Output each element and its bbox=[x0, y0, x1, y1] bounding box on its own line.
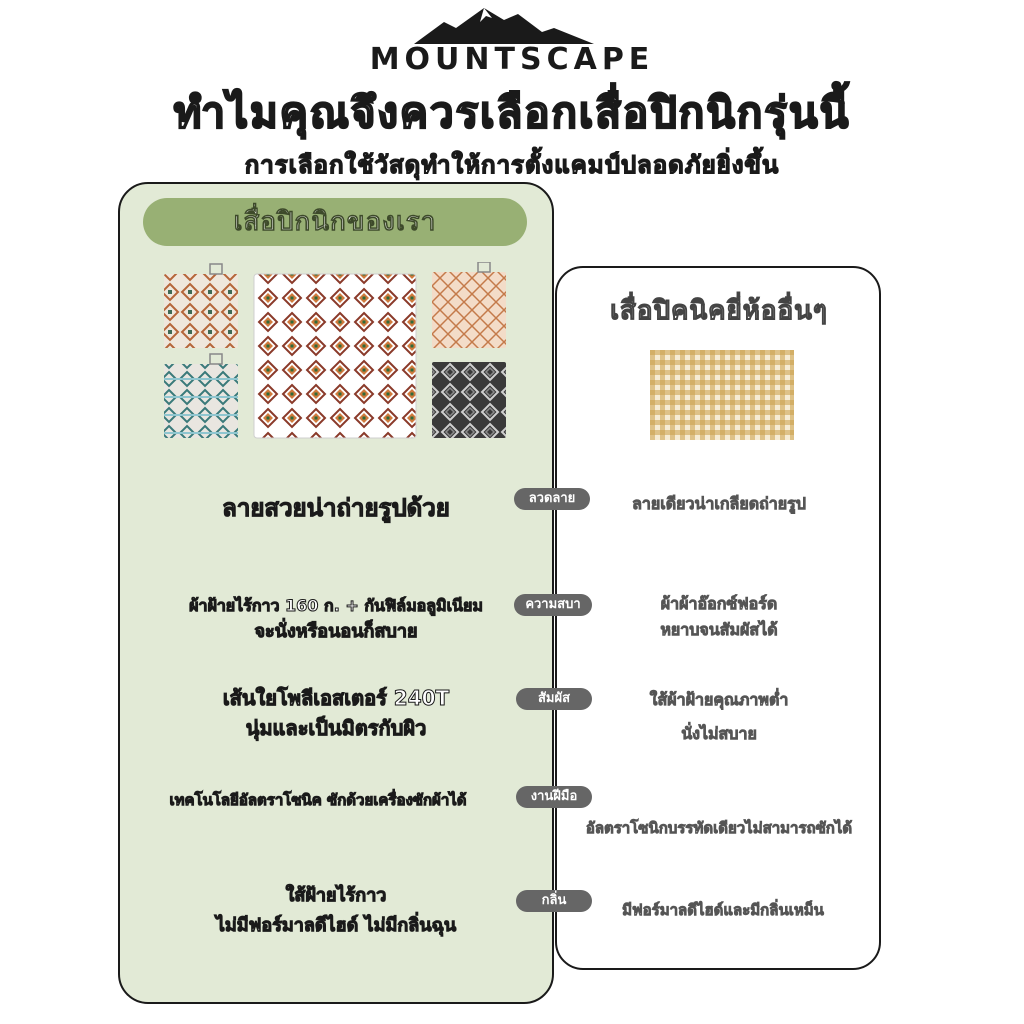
our-feature-5-line2: ไม่มีฟอร์มาลดีไฮด์ ไม่มีกลิ่นฉุน bbox=[215, 915, 457, 936]
page-subheadline: การเลือกใช้วัสดุทำให้การตั้งแคมป์ปลอดภัยยิ่งขึ้น bbox=[244, 151, 780, 179]
our-feature-5-line1: ใส้ฝ้ายไร้กาว bbox=[285, 885, 387, 906]
our-feature-4: เทคโนโลยีอัลตราโซนิค ซักด้วยเครื่องซักผ้าได้ bbox=[169, 791, 467, 809]
other-feature-1: ลายเดียวน่าเกลียดถ่ายรูป bbox=[632, 494, 806, 513]
other-feature-4: อัลตราโซนิกบรรทัดเดียวไม่สามารถซักได้ bbox=[585, 819, 853, 837]
our-mat-images bbox=[160, 262, 510, 442]
category-badge: กลิ่น bbox=[516, 890, 592, 912]
our-feature-3-line2: นุ่มและเป็นมิตรกับผิว bbox=[245, 716, 427, 740]
other-feature-5: มีฟอร์มาลดีไฮด์และมีกลิ่นเหม็น bbox=[622, 901, 824, 919]
other-feature-2-line1: ผ้าผ้าอ๊อกซ์ฟอร์ด bbox=[660, 594, 778, 613]
other-feature-3-line2: นั่งไม่สบาย bbox=[681, 724, 757, 743]
other-brands-title: เสื่อปิคนิคยี่ห้ออื่นๆ bbox=[610, 296, 828, 326]
our-feature-2-line1: ผ้าฝ้ายไร้กาว 160 ก. + กันฟิล์มอลูมิเนียม bbox=[189, 596, 483, 615]
our-feature-3-line1: เส้นใยโพลีเอสเตอร์ 240T bbox=[222, 686, 450, 710]
category-badge: ลวดลาย bbox=[514, 488, 590, 510]
category-badge: งานฝีมือ bbox=[516, 786, 592, 808]
other-mat-image bbox=[650, 350, 794, 440]
other-feature-3-line1: ใส้ผ้าฝ้ายคุณภาพต่ำ bbox=[649, 690, 789, 709]
page-headline: ทำไมคุณจึงควรเลือกเสื่อปิกนิกรุ่นนี้ bbox=[173, 88, 851, 137]
our-mat-title: เสื่อปิกนิกของเรา bbox=[143, 198, 527, 246]
category-badge: ความสบา bbox=[514, 594, 592, 616]
brand-name: MOUNTSCAPE bbox=[369, 42, 655, 77]
category-badge: สัมผัส bbox=[516, 688, 592, 710]
our-feature-2-line2: จะนั่งหรือนอนก็สบาย bbox=[254, 621, 418, 642]
other-feature-2-line2: หยาบจนสัมผัสได้ bbox=[660, 620, 778, 639]
our-feature-1: ลายสวยน่าถ่ายรูปด้วย bbox=[222, 494, 450, 522]
